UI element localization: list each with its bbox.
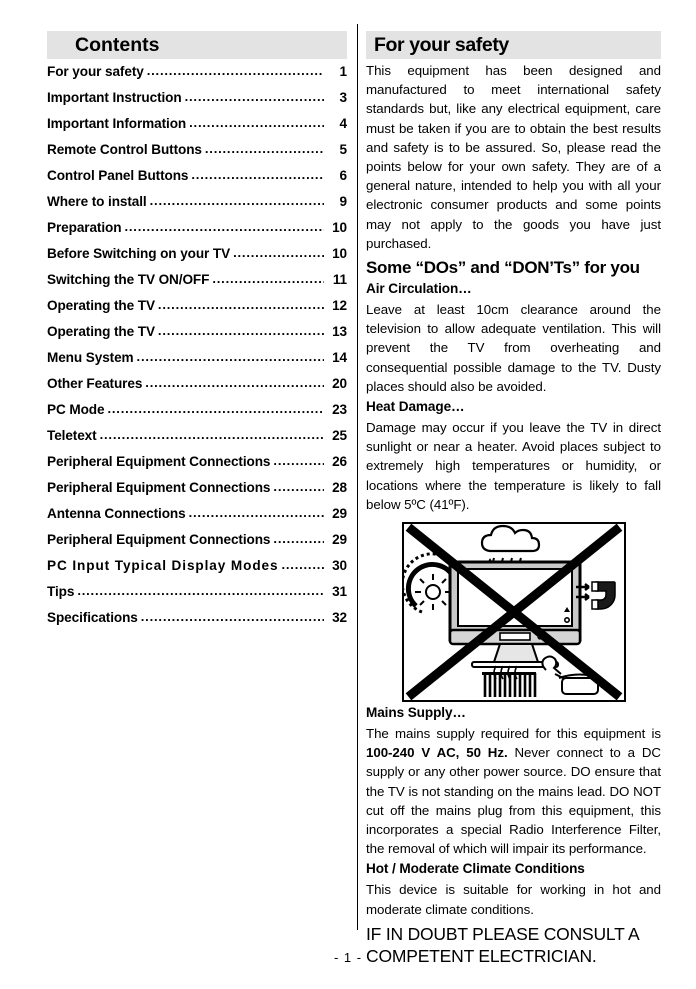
toc-entry[interactable] (47, 376, 347, 402)
mains-supply-text-before: The mains supply required for this equipment is (366, 726, 661, 742)
toc-entry-page-number: 32 (332, 610, 347, 625)
toc-entry-title: Where to install (47, 194, 147, 209)
toc-entry-title: Before Switching on your TV (47, 246, 231, 261)
toc-entry-page-number: 29 (332, 532, 347, 547)
toc-entry-title: Peripheral Equipment Connections (47, 532, 271, 547)
toc-entry[interactable] (47, 402, 347, 428)
toc-entry[interactable] (47, 168, 347, 194)
toc-entry[interactable] (47, 428, 347, 454)
contents-heading: Contents (47, 31, 347, 59)
toc-entry-title: Antenna Connections (47, 506, 186, 521)
toc-entry-title: Important Information (47, 116, 187, 131)
air-circulation-paragraph: Leave at least 10cm clearance around the television to allow adequate ventilation. This will prevent the TV from overheating and consequential possible damage to the TV. Dusty places should also be avoided. (366, 302, 661, 394)
toc-dot-leader (191, 167, 324, 182)
toc-dot-leader (124, 219, 324, 234)
toc-entry[interactable] (47, 584, 347, 610)
page-number: - 1 - (333, 950, 363, 965)
toc-entry-page-number: 9 (339, 194, 347, 209)
toc-dot-leader (273, 531, 324, 546)
toc-dot-leader (205, 141, 324, 156)
toc-entry-page-number: 26 (332, 454, 347, 469)
toc-entry-page-number: 10 (332, 220, 347, 235)
toc-entry-title: Remote Control Buttons (47, 142, 202, 157)
toc-dot-leader (107, 401, 324, 416)
toc-entry-title: Control Panel Buttons (47, 168, 189, 183)
toc-entry[interactable] (47, 610, 347, 636)
toc-entry[interactable] (47, 220, 347, 246)
safety-intro-paragraph: This equipment has been designed and manufactured to meet international safety standards but, like any electrical equipment, care must be taken if you are to obtain the best results and safety is to be assured. So, please read the points below for your own safety. They are of a general nature, intended to help you with all your electronic consumer products and some points may not apply to the goods you have just purchased. (366, 63, 661, 251)
toc-entry-title: Operating the TV (47, 324, 155, 339)
safety-column (366, 31, 661, 967)
toc-entry-page-number: 4 (339, 116, 347, 131)
mains-supply-heading: Mains Supply… (366, 705, 466, 721)
toc-entry-page-number: 30 (332, 558, 347, 573)
toc-entry-page-number: 12 (332, 298, 347, 313)
toc-dot-leader (189, 115, 324, 130)
toc-entry-title: For your safety (47, 64, 144, 79)
toc-entry[interactable] (47, 246, 347, 272)
toc-entry-page-number: 20 (332, 376, 347, 391)
toc-entry-title: Tips (47, 584, 75, 599)
toc-entry-page-number: 13 (332, 324, 347, 339)
toc-dot-leader (273, 453, 324, 468)
toc-entry-title: PC Input Typical Display Modes (47, 558, 279, 573)
mains-supply-text-after: Never connect to a DC supply or any other power source. DO ensure that the TV is not standing on the mains lead. DO NOT cut off the mains plug from this equipment, this incorporates a special Radio Interference Filter, the removal of which will impair its performance. (366, 745, 661, 857)
toc-entry[interactable] (47, 64, 347, 90)
toc-entry-page-number: 28 (332, 480, 347, 495)
toc-entry-page-number: 11 (332, 272, 347, 287)
toc-dot-leader (100, 427, 324, 442)
climate-conditions-heading: Hot / Moderate Climate Conditions (366, 861, 585, 877)
toc-entry[interactable] (47, 558, 347, 584)
toc-entry[interactable] (47, 532, 347, 558)
toc-dot-leader (212, 271, 324, 286)
toc-entry-title: Switching the TV ON/OFF (47, 272, 210, 287)
toc-entry-page-number: 23 (332, 402, 347, 417)
column-divider (357, 24, 358, 930)
toc-entry-title: Other Features (47, 376, 143, 391)
toc-entry-title: Menu System (47, 350, 134, 365)
toc-entry[interactable] (47, 142, 347, 168)
toc-dot-leader (273, 479, 324, 494)
toc-entry-page-number: 29 (332, 506, 347, 521)
toc-entry-title: PC Mode (47, 402, 105, 417)
toc-dot-leader (233, 245, 324, 260)
toc-entry-page-number: 5 (339, 142, 347, 157)
toc-entry-page-number: 3 (339, 90, 347, 105)
toc-entry-page-number: 1 (339, 64, 347, 79)
heat-damage-heading: Heat Damage… (366, 399, 465, 415)
safety-illustration-svg (404, 524, 624, 700)
consult-electrician-notice: IF IN DOUBT PLEASE CONSULT A COMPETENT ELECTRICIAN. (366, 923, 639, 966)
toc-entry[interactable] (47, 194, 347, 220)
toc-entry-page-number: 25 (332, 428, 347, 443)
dos-and-donts-heading: Some “DOs” and “DON’Ts” for you (366, 258, 640, 278)
toc-entry[interactable] (47, 324, 347, 350)
toc-dot-leader (281, 557, 324, 572)
toc-entry-title: Important Instruction (47, 90, 182, 105)
toc-entry-title: Peripheral Equipment Connections (47, 454, 271, 469)
safety-illustration (402, 522, 626, 702)
toc-entry-title: Preparation (47, 220, 122, 235)
toc-dot-leader (158, 323, 324, 338)
toc-entry[interactable] (47, 480, 347, 506)
toc-entry-title: Peripheral Equipment Connections (47, 480, 271, 495)
toc-dot-leader (185, 89, 324, 104)
toc-dot-leader (147, 63, 324, 78)
toc-entry[interactable] (47, 90, 347, 116)
mains-supply-paragraph (366, 724, 661, 858)
toc-dot-leader (77, 583, 324, 598)
toc-entry-page-number: 10 (332, 246, 347, 261)
toc-entry-page-number: 31 (332, 584, 347, 599)
toc-entry[interactable] (47, 272, 347, 298)
toc-entry-title: Specifications (47, 610, 138, 625)
toc-dot-leader (137, 349, 324, 364)
table-of-contents (47, 64, 347, 636)
radiator-icon (482, 672, 536, 697)
air-circulation-heading: Air Circulation… (366, 281, 472, 297)
cross-out-mark (412, 530, 616, 694)
contents-column (47, 31, 347, 636)
safety-heading: For your safety (366, 31, 661, 59)
heat-damage-paragraph: Damage may occur if you leave the TV in direct sunlight or near a heater. Avoid places subject to extremely high temperatures or humidity, or locations where the temperature is likely to fall below 5ºC (41ºF). (366, 420, 661, 512)
toc-dot-leader (150, 193, 324, 208)
toc-entry-page-number: 6 (339, 168, 347, 183)
toc-dot-leader (189, 505, 324, 520)
climate-conditions-paragraph: This device is suitable for working in hot and moderate climate conditions. (366, 882, 661, 917)
mains-supply-rating: 100-240 V AC, 50 Hz. (366, 745, 508, 761)
toc-entry[interactable] (47, 350, 347, 376)
toc-entry[interactable] (47, 298, 347, 324)
magnet-icon (576, 582, 615, 609)
toc-dot-leader (158, 297, 324, 312)
toc-entry[interactable] (47, 506, 347, 532)
toc-dot-leader (145, 375, 324, 390)
toc-entry-page-number: 14 (332, 350, 347, 365)
toc-entry[interactable] (47, 454, 347, 480)
toc-entry-title: Teletext (47, 428, 97, 443)
toc-entry[interactable] (47, 116, 347, 142)
toc-dot-leader (141, 609, 324, 624)
toc-entry-title: Operating the TV (47, 298, 155, 313)
